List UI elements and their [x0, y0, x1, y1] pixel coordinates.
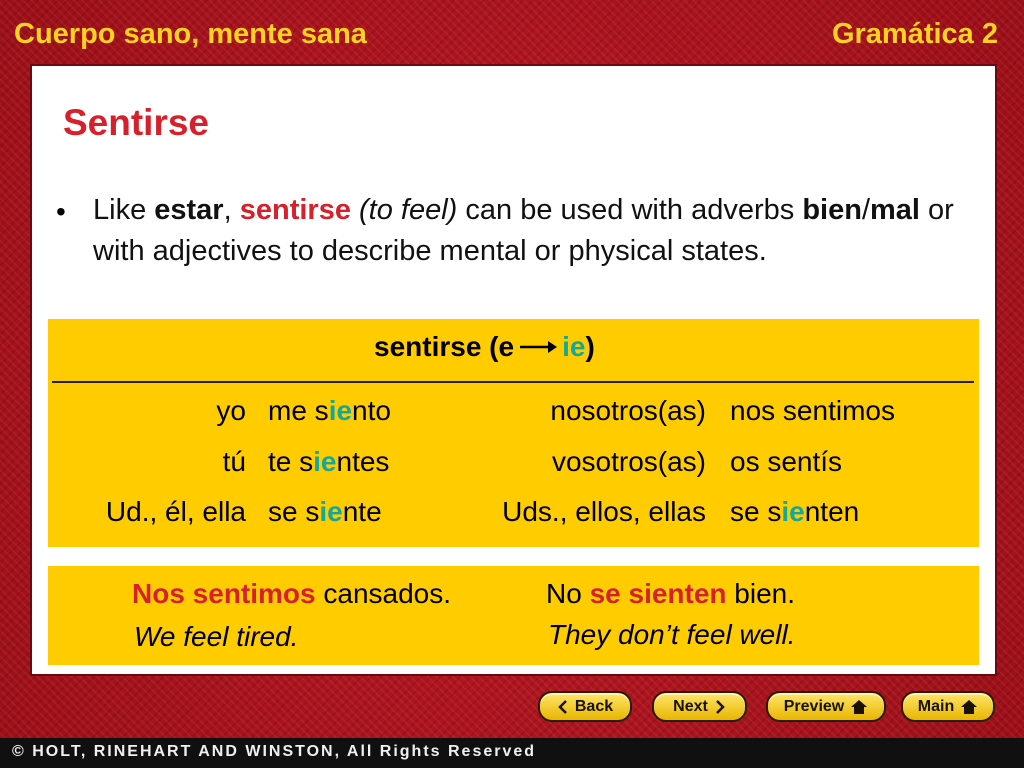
- footer-bar: [0, 738, 1024, 768]
- example-2: No se sienten bien.: [546, 578, 796, 609]
- slide-panel: [30, 64, 997, 676]
- next-label: Next: [673, 697, 708, 715]
- preview-button[interactable]: [766, 691, 886, 722]
- verb-yo: me siento: [268, 395, 391, 426]
- back-label: Back: [574, 697, 614, 715]
- pronoun-yo: yo: [216, 395, 246, 426]
- back-button[interactable]: [538, 691, 632, 722]
- home-icon: [960, 699, 978, 715]
- nav-bar: [0, 691, 1024, 722]
- conjugation-divider: [52, 381, 974, 383]
- chevron-right-icon: [714, 700, 726, 714]
- pronoun-ud: Ud., él, ella: [105, 496, 246, 527]
- main-label: Main: [917, 697, 955, 715]
- conjugation-title: sentirse (e ie): [374, 331, 595, 362]
- chevron-left-icon: [557, 700, 569, 714]
- home-icon: [850, 699, 868, 715]
- bullet-text: Like estar, sentirse (to feel) can be used with adverbs bien/mal or with adjectives to describe mental or physical states.: [93, 194, 954, 267]
- copyright-text: © HOLT, RINEHART AND WINSTON, All Rights Reserved: [12, 743, 537, 760]
- preview-label: Preview: [783, 697, 845, 715]
- arrow-right-icon: [518, 337, 558, 357]
- verb-nosotros: nos sentimos: [730, 395, 895, 426]
- section-title: Gramática 2: [831, 18, 998, 50]
- main-button[interactable]: [901, 691, 995, 722]
- pronoun-tu: tú: [222, 446, 246, 477]
- verb-tu: te sientes: [268, 446, 390, 477]
- verb-uds: se sienten: [730, 496, 860, 527]
- next-button[interactable]: [652, 691, 747, 722]
- verb-vosotros: os sentís: [730, 446, 843, 477]
- example-1: Nos sentimos cansados.: [132, 578, 452, 609]
- pronoun-uds: Uds., ellos, ellas: [502, 496, 706, 527]
- chapter-title: Cuerpo sano, mente sana: [14, 18, 367, 50]
- conjugation-box: [48, 319, 979, 547]
- pronoun-nosotros: nosotros(as): [550, 395, 706, 426]
- examples-box: [48, 566, 979, 665]
- pronoun-vosotros: vosotros(as): [551, 446, 706, 477]
- translation-1: We feel tired.: [134, 621, 299, 652]
- slide-title: Sentirse: [63, 102, 210, 143]
- translation-2: They don’t feel well.: [548, 619, 796, 650]
- verb-ud: se siente: [268, 496, 382, 527]
- bullet-icon: •: [56, 196, 66, 227]
